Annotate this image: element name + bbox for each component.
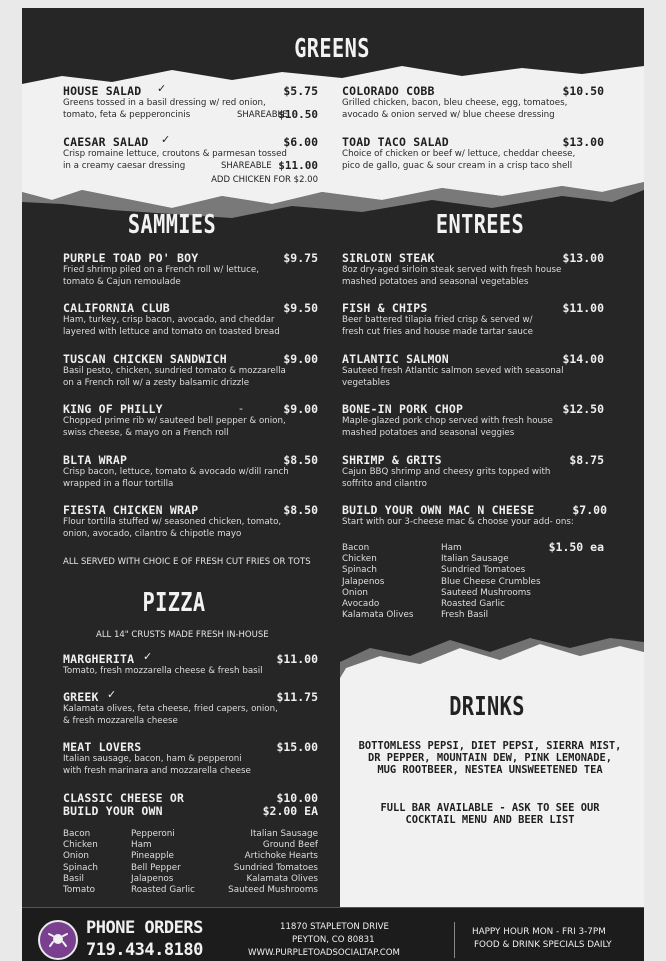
sides-note: ALL SERVED WITH CHOIC E OF FRESH CUT FRIES OR TOTS [63,557,311,567]
menu-item-blta-wrap [63,453,318,489]
item-price: $9.00 [283,352,318,366]
item-price: $15.00 [276,740,318,754]
item-name: GREEK [63,690,99,704]
item-price: $12.50 [562,402,604,416]
menu-item-purple-toad-po-boy [63,251,318,287]
menu-item-house-salad [63,84,318,132]
item-price: $11.00 [276,652,318,666]
menu-item-bone-in-pork-chop [342,402,604,438]
item-name: TOAD TACO SALAD [342,135,449,149]
shareable-label: SHAREABLE [237,110,288,120]
item-name: MEAT LOVERS [63,740,142,754]
drinks-heading: DRINKS [449,692,525,722]
menu-item-king-of-philly [63,402,318,438]
item-name: SIRLOIN STEAK [342,251,435,265]
leaf-icon: ✓ [157,82,167,95]
menu-item-caesar-salad [63,135,318,191]
mac-addons-col1: Bacon Chicken Spinach Jalapenos Onion Avocado Kalamata Olives [342,543,414,621]
item-price: $10.50 [562,84,604,98]
item-description: 8oz dry-aged sirloin steak served with fresh house mashed potatoes and seasonal vegetables [342,265,562,287]
item-name-line2: BUILD YOUR OWN [63,804,163,818]
item-price: $8.50 [283,503,318,517]
item-description: Flour tortilla stuffed w/ seasoned chicken, tomato, onion, avocado, cilantro & chipotle mayo [63,517,282,539]
item-description: Maple-glazed pork chop served with fresh house mashed potatoes and seasonal veggies [342,416,553,438]
leaf-icon: ✓ [107,688,117,701]
menu-item-build-your-own-mac [342,503,607,539]
menu-item-fiesta-chicken-wrap [63,503,318,539]
pizza-toppings-col3: Italian Sausage Ground Beef Artichoke Hearts Sundried Tomatoes Kalamata Olives Sauteed Mushrooms [228,829,318,896]
item-price: $9.00 [283,402,318,416]
add-chicken-note: ADD CHICKEN FOR $2.00 [211,175,318,185]
menu-item-margherita [63,652,318,678]
item-description: Choice of chicken or beef w/ lettuce, cheddar cheese, pico de gallo, guac & sour cream in a crisp taco shell [342,149,576,171]
item-name: TUSCAN CHICKEN SANDWICH [63,352,227,366]
item-price: $9.50 [283,301,318,315]
chalkboard-menu [22,8,644,960]
entrees-heading: ENTREES [435,210,525,240]
sammies-heading: SAMMIES [127,210,217,240]
item-description: Basil pesto, chicken, sundried tomato & mozzarella on a French roll w/ a zesty balsamic drizzle [63,366,286,388]
menu-item-atlantic-salmon [342,352,604,388]
item-name: CLASSIC CHEESE OR [63,791,185,805]
footer-bar [22,907,644,961]
phone-orders-label: PHONE ORDERS [86,918,203,938]
item-description: Fried shrimp piled on a French roll w/ lettuce, tomato & Cajun remoulade [63,265,260,287]
menu-item-greek [63,690,318,726]
item-price: $6.00 [283,135,318,149]
item-name: COLORADO COBB [342,84,435,98]
pizza-heading: PIZZA [142,588,206,618]
item-name: KING OF PHILLY [63,402,163,416]
menu-item-colorado-cobb [342,84,604,124]
item-price: $8.75 [569,453,604,467]
item-price: $8.50 [283,453,318,467]
drinks-list: BOTTOMLESS PEPSI, DIET PEPSI, SIERRA MIST, DR PEPPER, MOUNTAIN DEW, PINK LEMONADE, MUG ROOTBEER, NESTEA UNSWEETENED TEA [358,740,622,776]
menu-item-build-your-own-pizza [63,791,318,823]
item-name: SHRIMP & GRITS [342,453,442,467]
greens-heading: GREENS [294,34,370,64]
item-description: Greens tossed in a basil dressing w/ red onion, tomato, feta & pepperoncinis [63,98,266,120]
item-price: $13.00 [562,135,604,149]
menu-item-toad-taco-salad [342,135,604,175]
item-name: PURPLE TOAD PO' BOY [63,251,199,265]
item-name: HOUSE SALAD [63,84,142,98]
pizza-crust-note: ALL 14" CRUSTS MADE FRESH IN-HOUSE [96,630,269,640]
item-price: $14.00 [562,352,604,366]
item-description: Italian sausage, bacon, ham & pepperoni with fresh marinara and mozzarella cheese [63,754,251,776]
item-price-each: $2.00 EA [262,804,318,818]
item-price: $7.00 [572,503,607,517]
phone-number[interactable]: 719.434.8180 [86,940,203,960]
item-description: Kalamata olives, feta cheese, fried capers, onion, & fresh mozzarella cheese [63,704,278,726]
item-price: $11.75 [276,690,318,704]
address-line-1: 11870 STAPLETON DRIVE [280,922,389,932]
shareable-label: SHAREABLE [221,161,272,171]
full-bar-note: FULL BAR AVAILABLE - ASK TO SEE OUR COCKTAIL MENU AND BEER LIST [380,802,600,826]
leaf-icon: ✓ [161,133,171,146]
item-description: Start with our 3-cheese mac & choose your add- ons: [342,517,574,527]
item-name: CALIFORNIA CLUB [63,301,170,315]
address-line-2: PEYTON, CO 80831 [292,935,375,945]
item-name: BLTA WRAP [63,453,128,467]
item-description: Ham, turkey, crisp bacon, avocado, and cheddar layered with lettuce and tomato on toasted bread [63,315,280,337]
pizza-toppings-col1: Bacon Chicken Onion Spinach Basil Tomato [63,829,98,896]
item-description: Sauteed fresh Atlantic salmon seved with seasonal vegetables [342,366,564,388]
item-description: Crisp romaine lettuce, croutons & parmesan tossed in a creamy caesar dressing [63,149,287,171]
item-description: Grilled chicken, bacon, bleu cheese, egg, tomatoes, avocado & onion served w/ blue cheese dressing [342,98,568,120]
item-price: $11.00 [562,301,604,315]
dash-mark: - [239,402,243,415]
footer-divider [454,922,455,958]
item-description: Beer battered tilapia fried crisp & served w/ fresh cut fries and house made tartar sauce [342,315,534,337]
item-name: FIESTA CHICKEN WRAP [63,503,199,517]
shareable-price: $10.50 [278,108,318,121]
item-description: Crisp bacon, lettuce, tomato & avocado w/dill ranch wrapped in a flour tortilla [63,467,289,489]
item-price: $10.00 [276,791,318,805]
item-name: CAESAR SALAD [63,135,149,149]
menu-item-fish-and-chips [342,301,604,337]
item-name: BUILD YOUR OWN MAC N CHEESE [342,503,535,517]
menu-item-tuscan-chicken-sandwich [63,352,318,388]
menu-item-shrimp-and-grits [342,453,604,489]
toad-icon [40,922,76,958]
website-link[interactable]: WWW.PURPLETOADSOCIALTAP.COM [248,948,400,958]
item-description: Tomato, fresh mozzarella cheese & fresh basil [63,666,263,676]
shareable-price: $11.00 [278,159,318,172]
item-name: FISH & CHIPS [342,301,428,315]
item-description: Chopped prime rib w/ sauteed bell pepper & onion, swiss cheese, & mayo on a French roll [63,416,286,438]
pizza-toppings-col2: Pepperoni Ham Pineapple Bell Pepper Jalapenos Roasted Garlic [131,829,195,896]
menu-item-sirloin-steak [342,251,604,287]
toad-logo [38,920,78,960]
mac-addon-price: $1.50 ea [548,540,604,554]
menu-item-meat-lovers [63,740,318,776]
item-price: $9.75 [283,251,318,265]
item-name: MARGHERITA [63,652,135,666]
item-price: $5.75 [283,84,318,98]
daily-specials-text: FOOD & DRINK SPECIALS DAILY [474,940,612,950]
happy-hour-text: HAPPY HOUR MON - FRI 3-7PM [472,927,606,937]
leaf-icon: ✓ [143,650,153,663]
item-price: $13.00 [562,251,604,265]
item-name: BONE-IN PORK CHOP [342,402,464,416]
item-name: ATLANTIC SALMON [342,352,449,366]
item-description: Cajun BBQ shrimp and cheesy grits topped with soffrito and cilantro [342,467,551,489]
mac-addons-col2: Ham Italian Sausage Sundried Tomatoes Blue Cheese Crumbles Sauteed Mushrooms Roasted Garlic Fresh Basil [441,543,541,621]
menu-item-california-club [63,301,318,337]
